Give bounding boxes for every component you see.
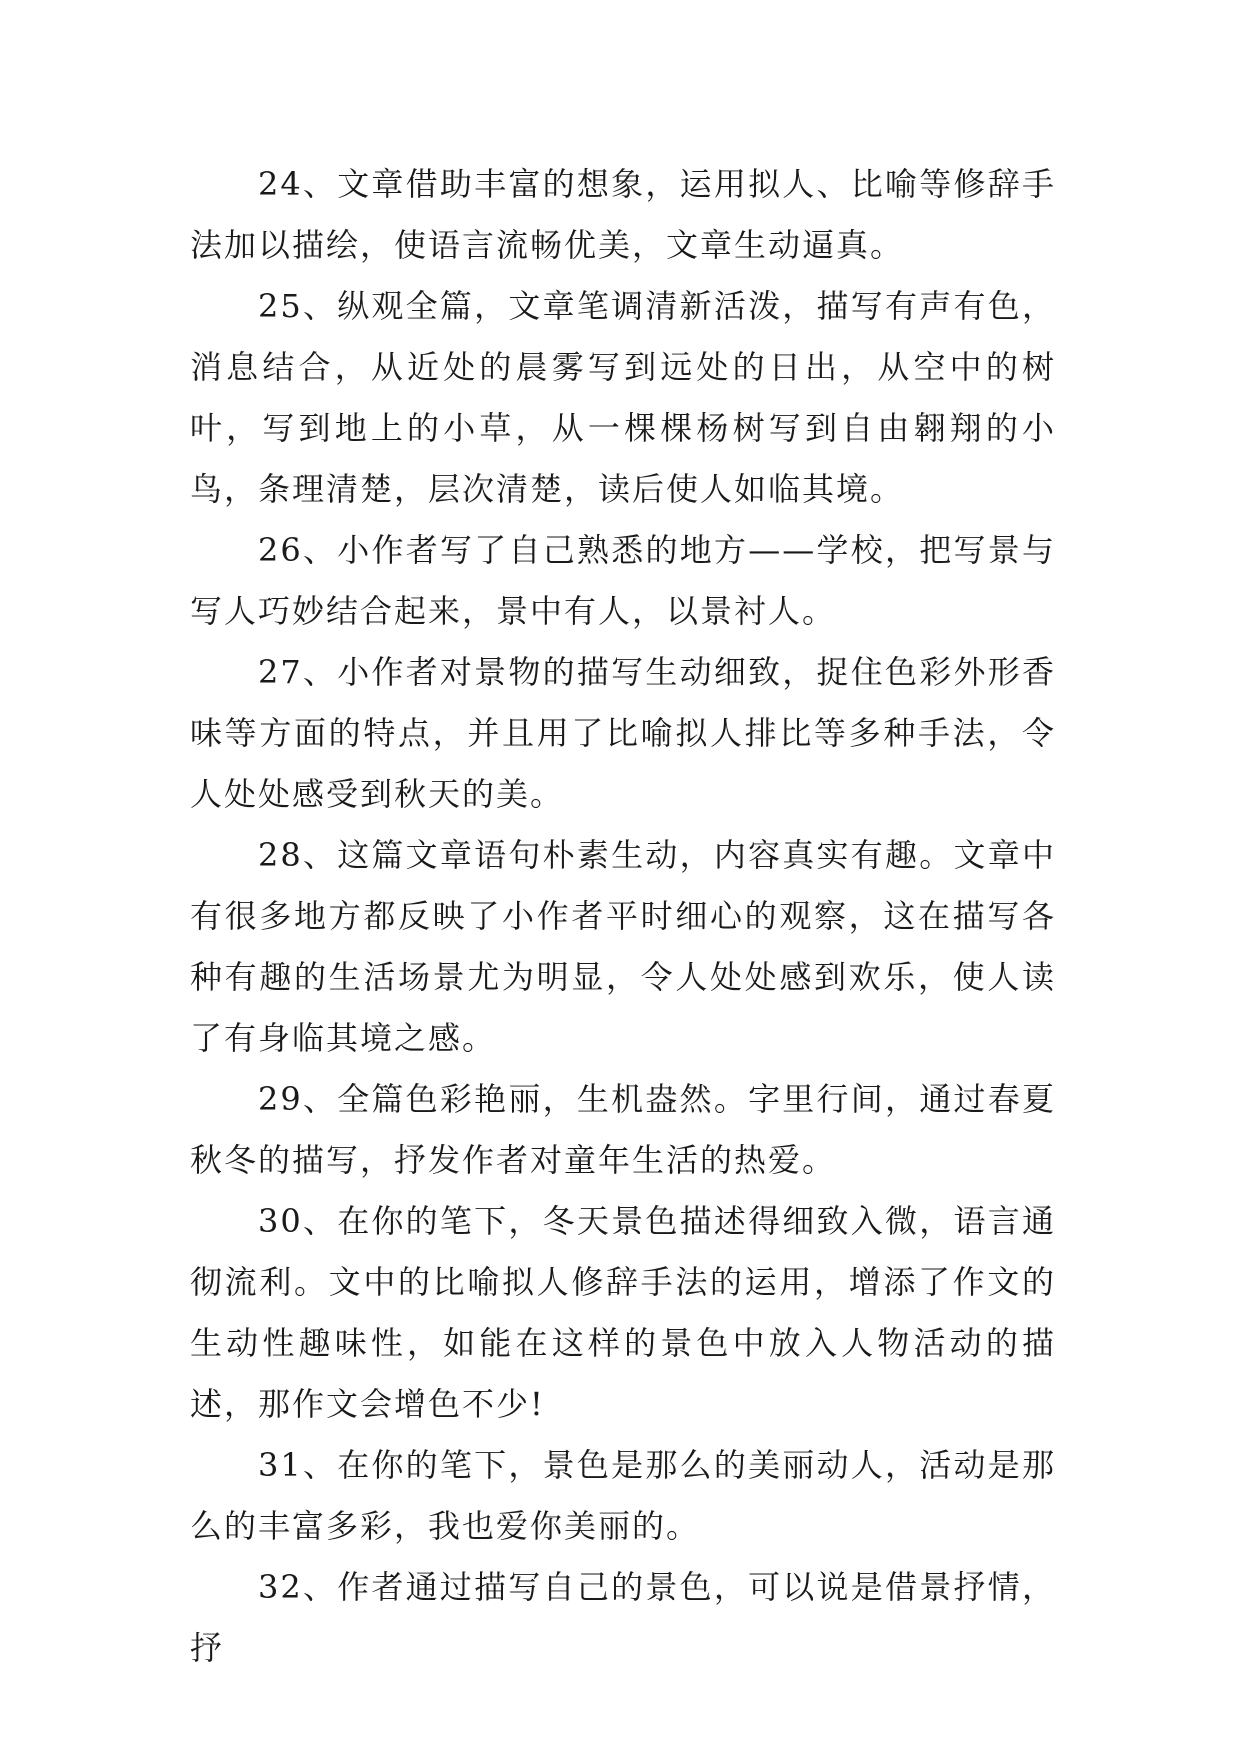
paragraph-31: 31、在你的笔下，景色是那么的美丽动人，活动是那么的丰富多彩，我也爱你美丽的。 xyxy=(190,1446,1056,1545)
paragraph-32: 32、作者通过描写自己的景色，可以说是借景抒情，抒 xyxy=(190,1568,1056,1667)
paragraph-29: 29、全篇色彩艳丽，生机盎然。字里行间，通过春夏秋冬的描写，抒发作者对童年生活的热爱。 xyxy=(190,1080,1056,1179)
paragraph-30: 30、在你的笔下，冬天景色描述得细致入微，语言通彻流利。文中的比喻拟人修辞手法的运用，增添了作文的生动性趣味性，如能在这样的景色中放入人物活动的描述，那作文会增色不少! xyxy=(190,1202,1056,1423)
paragraph-26: 26、小作者写了自己熟悉的地方——学校，把写景与写人巧妙结合起来，景中有人，以景衬人。 xyxy=(190,531,1056,630)
paragraph-28: 28、这篇文章语句朴素生动，内容真实有趣。文章中有很多地方都反映了小作者平时细心的观察，这在描写各种有趣的生活场景尤为明显，令人处处感到欢乐，使人读了有身临其境之感。 xyxy=(190,836,1056,1057)
document-body xyxy=(190,154,1056,1679)
paragraph-24: 24、文章借助丰富的想象，运用拟人、比喻等修辞手法加以描绘，使语言流畅优美，文章生动逼真。 xyxy=(190,165,1056,264)
paragraph-27: 27、小作者对景物的描写生动细致，捉住色彩外形香味等方面的特点，并且用了比喻拟人排比等多种手法，令人处处感受到秋天的美。 xyxy=(190,653,1056,813)
paragraph-25: 25、纵观全篇，文章笔调清新活泼，描写有声有色，消息结合，从近处的晨雾写到远处的日出，从空中的树叶，写到地上的小草，从一棵棵杨树写到自由翱翔的小鸟，条理清楚，层次清楚，读后使人如临其境。 xyxy=(190,287,1056,508)
